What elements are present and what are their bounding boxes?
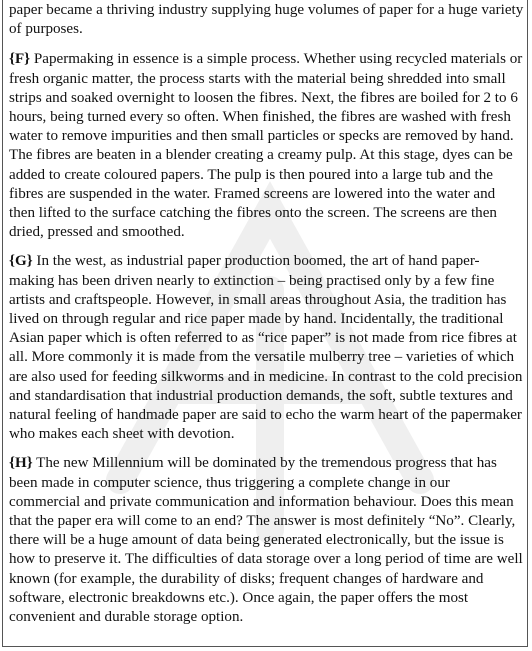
paragraph-g [9, 252, 524, 444]
intro-paragraph: paper became a thriving industry supplying huge volumes of paper for a huge variety of purposes. [9, 2, 524, 38]
paragraph-g-label: {G} [9, 253, 33, 270]
paragraph-h-label: {H} [9, 455, 33, 472]
paragraph-h-text: The new Millennium will be dominated by the tremendous progress that has been made in computer science, thus triggering a complete change in our commercial and private communication and information behaviour. Does this mean that the paper era will come to an end? The answer is most definitely “No”. Clearly, there will be a huge amount of data being generated electronically, but the issue is how to preserve it. The difficulties of data storage over a long period of time are well known (for example, the durability of disks; frequent changes of hardware and software, electronic breakdowns etc.). Once again, the paper offers the most convenient and durable storage option. [9, 455, 523, 626]
paragraph-f-text: Papermaking in essence is a simple process. Whether using recycled materials or fresh organic matter, the process starts with the material being shredded into small strips and soaked overnight to loosen the fibres. Next, the fibres are boiled for 2 to 6 hours, being turned every so often. When finished, the fibres are washed with fresh water to remove impurities and then small particles or specks are removed by hand. The fibres are beaten in a blender creating a creamy pulp. At this stage, dyes can be added to create coloured papers. The pulp is then poured into a large tub and the fibres are suspended in the water. Framed screens are lowered into the water and then lifted to the surface catching the fibres onto the screen. The screens are then dried, pressed and smoothed. [9, 51, 523, 241]
paragraph-h [9, 454, 524, 627]
document-body [9, 1, 524, 637]
paragraph-f [9, 50, 524, 242]
paragraph-f-label: {F} [9, 51, 31, 68]
paragraph-g-text: In the west, as industrial paper production boomed, the art of hand paper-making has been driven nearly to extinction – being practised only by a few fine artists and craftspeople. However, in small areas throughout Asia, the tradition has lived on through regular and rice paper made by hand. Incidentally, the traditional Asian paper which is often referred to as “rice paper” is not made from rice fibres at all. More commonly it is made from the versatile mulberry tree – varieties of which are also used for feeding silkworms and in medicine. In contrast to the cold precision and standardisation that industrial production demands, the soft, subtle textures and natural feeling of handmade paper are said to echo the warm heart of the papermaker who makes each sheet with devotion. [9, 253, 523, 443]
